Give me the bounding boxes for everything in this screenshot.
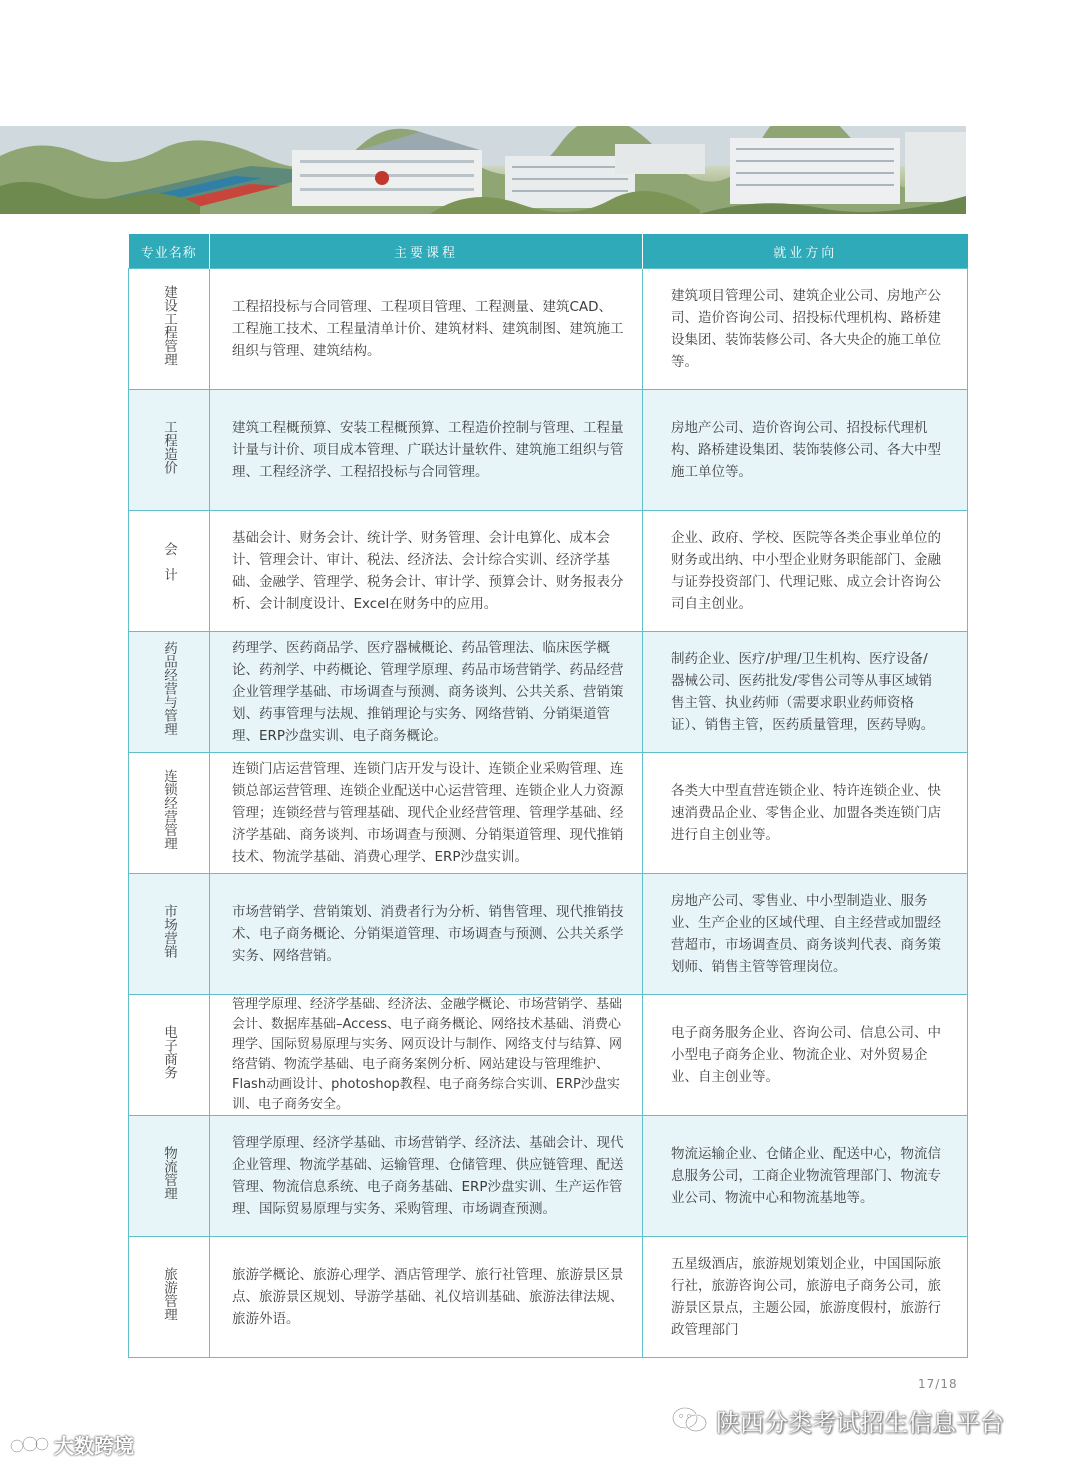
- major-name-cell: 市场营销: [129, 874, 210, 995]
- table-row: [129, 1116, 968, 1237]
- jobs-cell: 制药企业、医疗/护理/卫生机构、医疗设备/器械公司、医药批发/零售公司等从事区域销售主管、执业药师（需要求职业药师资格证）、销售主管，医药质量管理，医药导购。: [643, 632, 968, 753]
- courses-cell: 连锁门店运营管理、连锁门店开发与设计、连锁企业采购管理、连锁总部运营管理、连锁企业配送中心运营管理、连锁企业人力资源管理；连锁经营与管理基础、现代企业经营管理、管理学基础、经济学基础、商务谈判、市场调查与预测、分销渠道管理、现代推销技术、物流学基础、消费心理学、ERP沙盘实训。: [210, 753, 643, 874]
- major-name-cell: 连锁经营管理: [129, 753, 210, 874]
- table-row: [129, 632, 968, 753]
- courses-cell: 管理学原理、经济学基础、市场营销学、经济法、基础会计、现代企业管理、物流学基础、运输管理、仓储管理、供应链管理、配送管理、物流信息系统、电子商务基础、ERP沙盘实训、生产运作管理、国际贸易原理与实务、采购管理、市场调查预测。: [210, 1116, 643, 1237]
- jobs-cell: 各类大中型直营连锁企业、特许连锁企业、快速消费品企业、零售企业、加盟各类连锁门店进行自主创业等。: [643, 753, 968, 874]
- wechat-watermark: [670, 1403, 1004, 1437]
- major-name-cell: 工程造价: [129, 390, 210, 511]
- table-row: [129, 511, 968, 632]
- major-name-cell: 建设工程管理: [129, 269, 210, 390]
- table-row: [129, 390, 968, 511]
- sohu-logo-icon: [8, 1432, 50, 1456]
- jobs-cell: 电子商务服务企业、咨询公司、信息公司、中小型电子商务企业、物流企业、对外贸易企业、自主创业等。: [643, 995, 968, 1116]
- header-jobs: 就业方向: [643, 234, 968, 269]
- table-row: [129, 269, 968, 390]
- table-header-row: [129, 234, 968, 269]
- courses-cell: 市场营销学、营销策划、消费者行为分析、销售管理、现代推销技术、电子商务概论、分销渠道管理、市场调查与预测、公共关系学实务、网络营销。: [210, 874, 643, 995]
- jobs-cell: 建筑项目管理公司、建筑企业公司、房地产公司、造价咨询公司、招投标代理机构、路桥建设集团、装饰装修公司、各大央企的施工单位等。: [643, 269, 968, 390]
- brand-name: 大数跨境: [54, 1433, 134, 1458]
- courses-cell: 建筑工程概预算、安装工程概预算、工程造价控制与管理、工程量计量与计价、项目成本管理、广联达计量软件、建筑施工组织与管理、工程经济学、工程招投标与合同管理。: [210, 390, 643, 511]
- table-row: [129, 1237, 968, 1358]
- table-row: [129, 995, 968, 1116]
- header-major: 专业名称: [129, 234, 210, 269]
- major-name-cell: 物流管理: [129, 1116, 210, 1237]
- courses-cell: 工程招投标与合同管理、工程项目管理、工程测量、建筑CAD、工程施工技术、工程量清单计价、建筑材料、建筑制图、建筑施工组织与管理、建筑结构。: [210, 269, 643, 390]
- wechat-account-name: 陕西分类考试招生信息平台: [716, 1408, 1004, 1437]
- table-row: [129, 753, 968, 874]
- jobs-cell: 房地产公司、零售业、中小型制造业、服务业、生产企业的区域代理、自主经营或加盟经营超市，市场调查员、商务谈判代表、商务策划师、销售主管等管理岗位。: [643, 874, 968, 995]
- major-name-cell: 药品经营与管理: [129, 632, 210, 753]
- table-row: [129, 874, 968, 995]
- jobs-cell: 五星级酒店，旅游规划策划企业，中国国际旅行社，旅游咨询公司，旅游电子商务公司，旅游景区景点，主题公园，旅游度假村，旅游行政管理部门: [643, 1237, 968, 1358]
- jobs-cell: 物流运输企业、仓储企业、配送中心，物流信息服务公司，工商企业物流管理部门、物流专业公司、物流中心和物流基地等。: [643, 1116, 968, 1237]
- major-course-table: [128, 234, 968, 1358]
- major-name-cell: 会计: [129, 511, 210, 632]
- courses-cell: 管理学原理、经济学基础、经济法、金融学概论、市场营销学、基础会计、数据库基础–Access、电子商务概论、网络技术基础、消费心理学、国际贸易原理与实务、网页设计与制作、网络支付与结算、网络营销、物流学基础、电子商务案例分析、网站建设与管理维护、Flash动画设计、photoshop教程、电子商务综合实训、ERP沙盘实训、电子商务安全。: [210, 995, 643, 1116]
- courses-cell: 药理学、医药商品学、医疗器械概论、药品管理法、临床医学概论、药剂学、中药概论、管理学原理、药品市场营销学、药品经营企业管理学基础、市场调查与预测、商务谈判、公共关系、营销策划、药事管理与法规、推销理论与实务、网络营销、分销渠道管理、ERP沙盘实训、电子商务概论。: [210, 632, 643, 753]
- major-name-cell: 旅游管理: [129, 1237, 210, 1358]
- page-number: 17/18: [918, 1377, 958, 1391]
- courses-cell: 基础会计、财务会计、统计学、财务管理、会计电算化、成本会计、管理会计、审计、税法、经济法、会计综合实训、经济学基础、金融学、管理学、税务会计、审计学、预算会计、财务报表分析、会计制度设计、Excel在财务中的应用。: [210, 511, 643, 632]
- major-name-cell: 电子商务: [129, 995, 210, 1116]
- jobs-cell: 企业、政府、学校、医院等各类企事业单位的财务或出纳、中小型企业财务职能部门、金融与证券投资部门、代理记账、成立会计咨询公司自主创业。: [643, 511, 968, 632]
- brand-watermark: [8, 1430, 134, 1458]
- header-courses: 主要课程: [210, 234, 643, 269]
- jobs-cell: 房地产公司、造价咨询公司、招投标代理机构、路桥建设集团、装饰装修公司、各大中型施工单位等。: [643, 390, 968, 511]
- wechat-icon: [670, 1405, 710, 1435]
- campus-photo-banner: [0, 126, 966, 214]
- courses-cell: 旅游学概论、旅游心理学、酒店管理学、旅行社管理、旅游景区景点、旅游景区规划、导游学基础、礼仪培训基础、旅游法律法规、旅游外语。: [210, 1237, 643, 1358]
